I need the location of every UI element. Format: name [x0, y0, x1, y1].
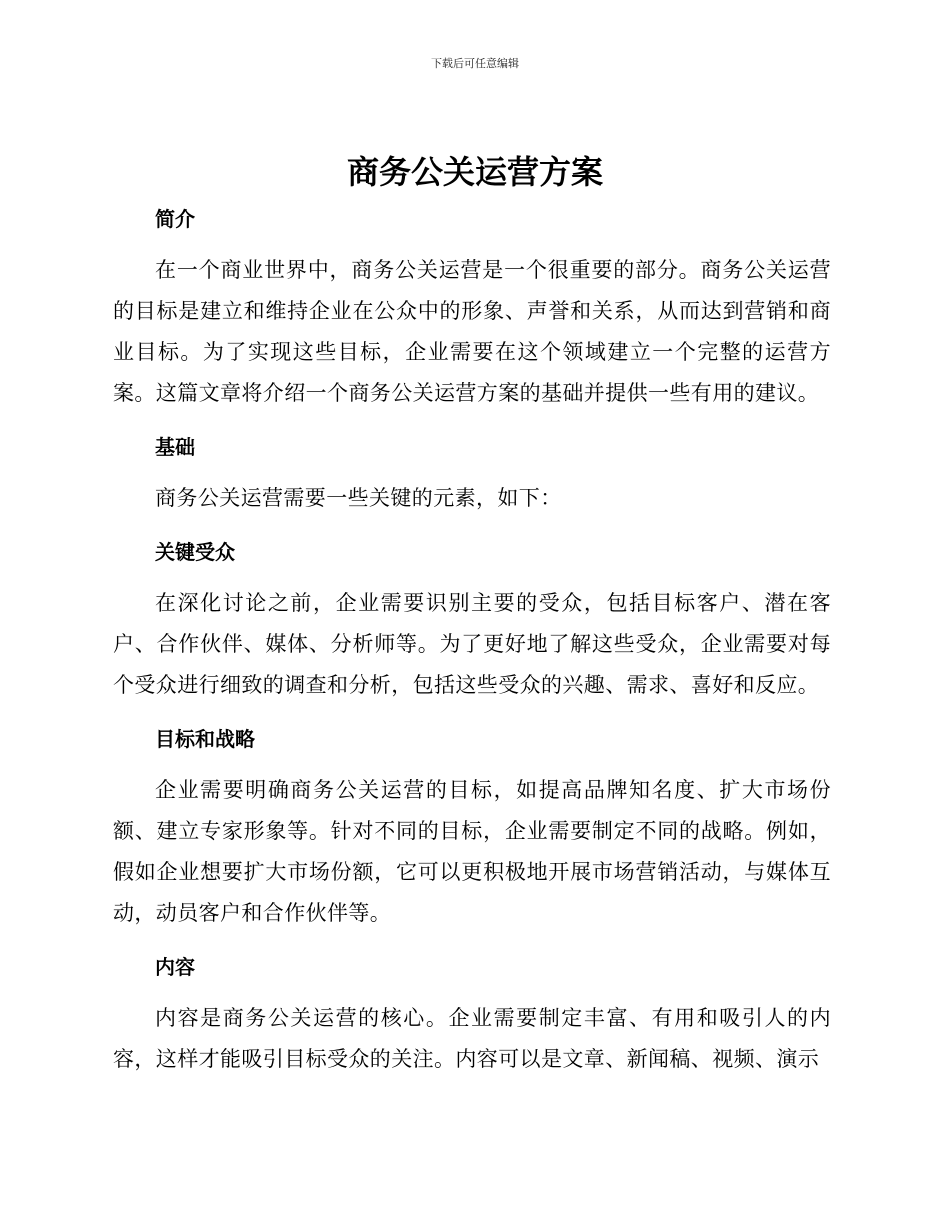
section-heading-basics: 基础 — [155, 435, 195, 459]
section-heading-goals-strategy: 目标和战略 — [155, 727, 255, 751]
paragraph-content: 内容是商务公关运营的核心。企业需要制定丰富、有用和吸引人的内容，这样才能吸引目标受众的关注。内容可以是文章、新闻稿、视频、演示 — [113, 1006, 831, 1071]
paragraph-intro: 在一个商业世界中，商务公关运营是一个很重要的部分。商务公关运营的目标是建立和维持企业在公众中的形象、声誉和关系，从而达到营销和商业目标。为了实现这些目标，企业需要在这个领域建立一个完整的运营方案。这篇文章将介绍一个商务公关运营方案的基础并提供一些有用的建议。 — [113, 258, 831, 405]
document-title: 商务公关运营方案 — [346, 153, 603, 191]
header-note: 下载后可任意编辑 — [431, 57, 519, 70]
section-heading-content: 内容 — [155, 955, 195, 979]
paragraph-basics: 商务公关运营需要一些关键的元素，如下： — [155, 486, 562, 510]
section-heading-intro: 简介 — [155, 207, 195, 231]
document-body — [113, 200, 831, 1094]
paragraph-key-audience: 在深化讨论之前，企业需要识别主要的受众，包括目标客户、潜在客户、合作伙伴、媒体、分析师等。为了更好地了解这些受众，企业需要对每个受众进行细致的调查和分析，包括这些受众的兴趣、需求、喜好和反应。 — [113, 591, 831, 697]
paragraph-goals-strategy: 企业需要明确商务公关运营的目标，如提高品牌知名度、扩大市场份额、建立专家形象等。针对不同的目标，企业需要制定不同的战略。例如，假如企业想要扩大市场份额，它可以更积极地开展市场营销活动，与媒体互动，动员客户和合作伙伴等。 — [113, 778, 831, 925]
section-heading-key-audience: 关键受众 — [155, 540, 235, 564]
